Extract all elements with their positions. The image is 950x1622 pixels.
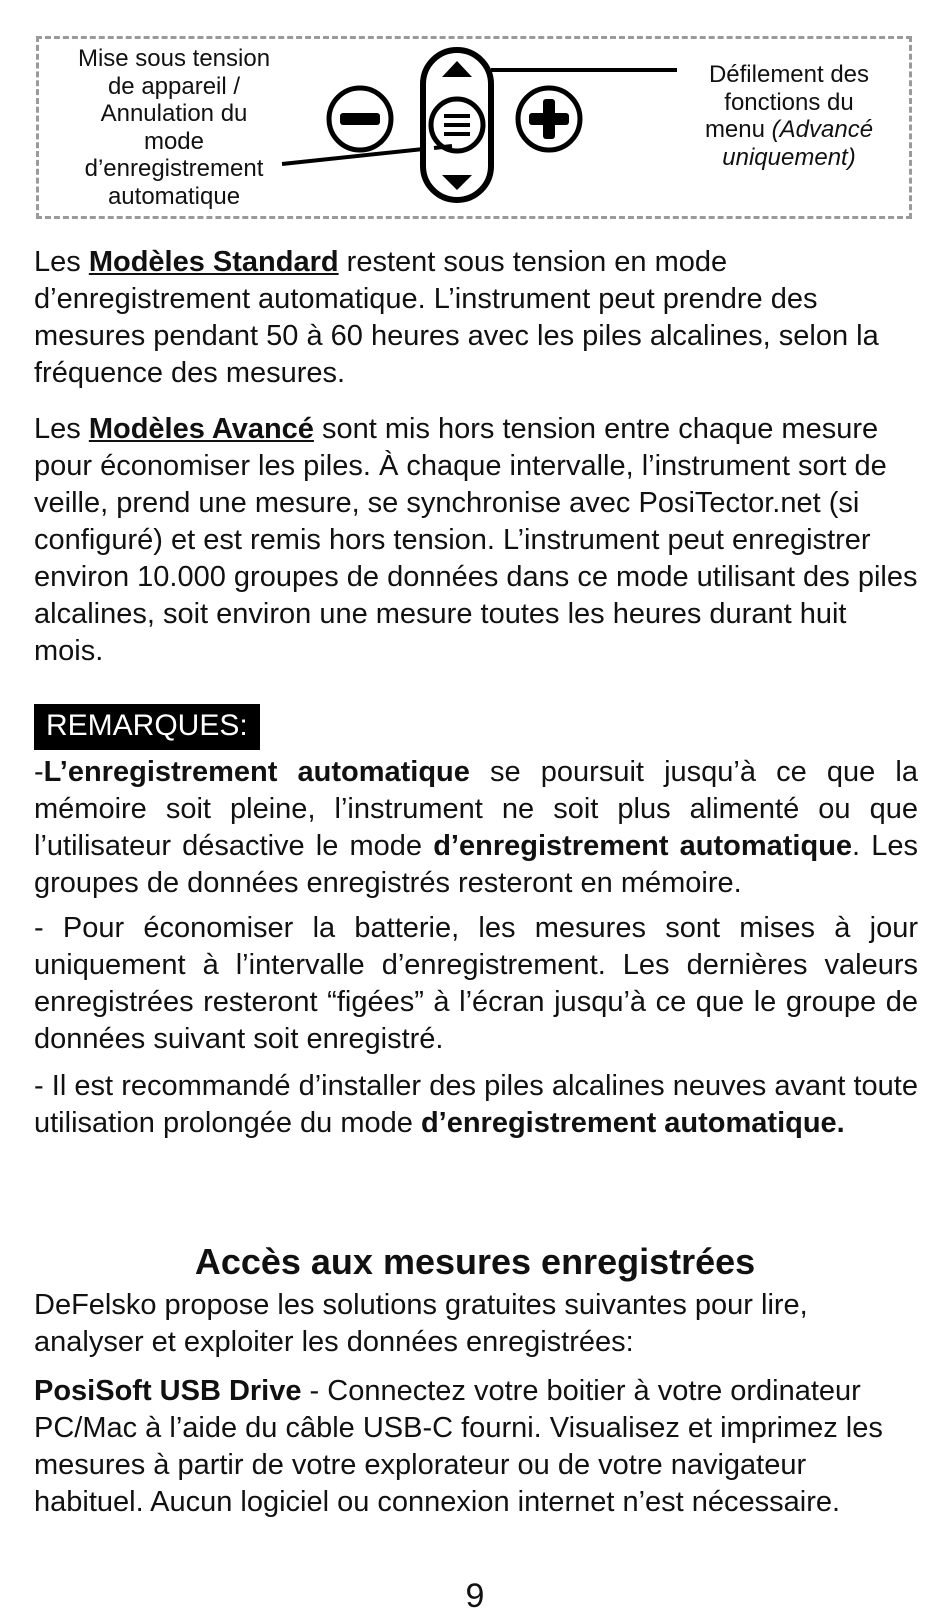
posisoft-usb-paragraph: PosiSoft USB Drive - Connectez votre boitier à votre ordinateur PC/Mac à l’aide du câble USB-C fourni. Visualisez et imprimez les mesures à partir de votre explorateur ou de votre navigateur habituel. Aucun logiciel ou connexion internet n’est nécessaire. xyxy=(34,1375,883,1518)
note-alkaline-batteries: - Il est recommandé d’installer des piles alcalines neuves avant toute utilisation prolongée du mode d’enregistrement automatique. xyxy=(34,1070,918,1139)
note-battery-saving: - Pour économiser la batterie, les mesures sont mises à jour uniquement à l’intervalle d’enregistrement. Les dernières valeurs enregistrées resteront “figées” à l’écran jusqu’à ce que le groupe de données suivant soit enregistré. xyxy=(34,912,918,1055)
button-diagram xyxy=(36,36,912,219)
navigation-rocker-icon xyxy=(423,50,491,200)
menu-scroll-label: Défilement des fonctions du menu (Advancé uniquement) xyxy=(704,61,874,171)
minus-button-icon xyxy=(329,88,391,150)
standard-models-paragraph: Les Modèles Standard restent sous tension en mode d’enregistrement automatique. L’instrument peut prendre des mesures pendant 50 à 60 heures avec les piles alcalines, selon la fréquence des mesures. xyxy=(34,246,879,389)
plus-button-icon xyxy=(518,88,580,150)
advanced-models-paragraph: Les Modèles Avancé sont mis hors tension entre chaque mesure pour économiser les piles. À chaque intervalle, l’instrument sort de veille, prend une mesure, se synchronise avec PosiTector.net (si configuré) et est remis hors tension. L’instrument peut enregistrer environ 10.000 groupes de données dans ce mode utilisant des piles alcalines, soit environ une mesure toutes les heures durant huit mois. xyxy=(34,413,918,667)
note-auto-logging: -L’enregistrement automatique se poursuit jusqu’à ce que la mémoire soit pleine, l’instrument ne soit plus alimenté ou que l’utilisateur désactive le mode d’enregistrement automatique. Les groupes de données enregistrés resteront en mémoire. xyxy=(34,756,918,899)
remarques-label: REMARQUES: xyxy=(34,704,260,750)
intro-paragraph: DeFelsko propose les solutions gratuites suivantes pour lire, analyser et exploiter les données enregistrées: xyxy=(34,1289,808,1358)
page-number: 9 xyxy=(465,1577,485,1615)
power-on-label: Mise sous tension de appareil / Annulation du mode d’enregistrement automatique xyxy=(77,45,271,210)
section-title: Accès aux mesures enregistrées xyxy=(194,1241,756,1282)
